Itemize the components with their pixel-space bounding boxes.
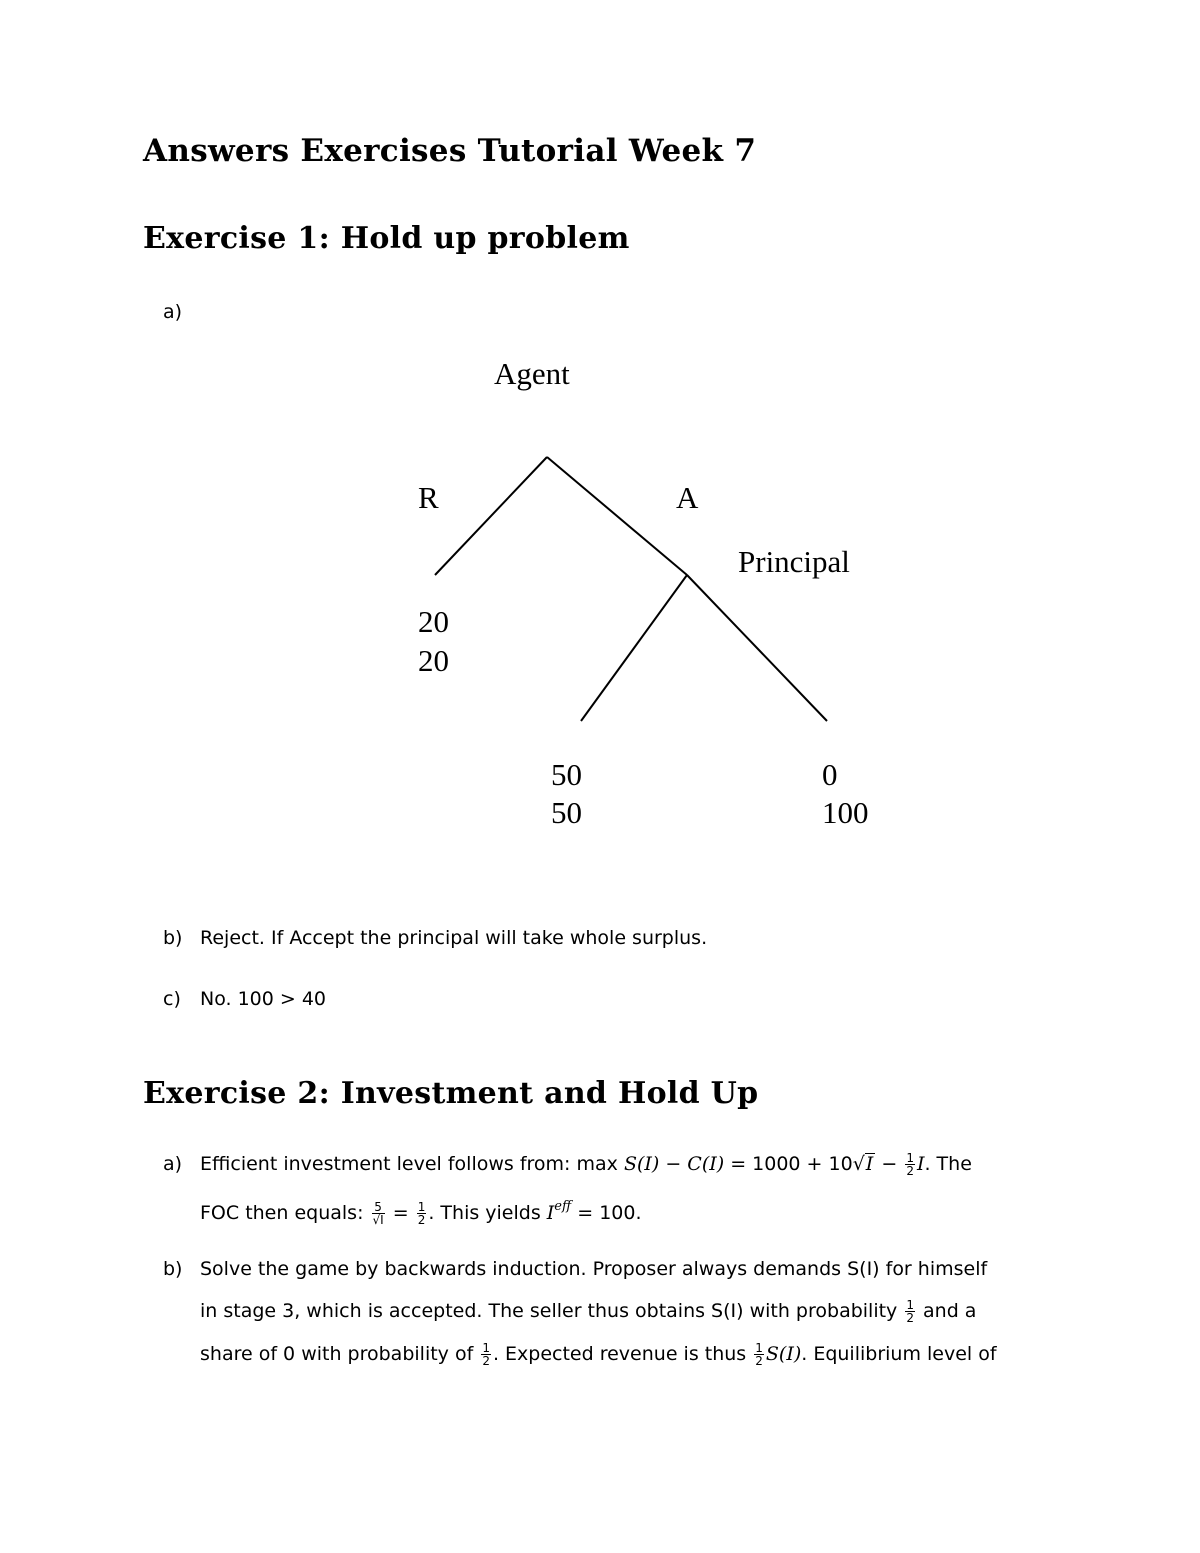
rev-denominator: 2 [755, 1354, 763, 1368]
branch-principal-left-line [581, 575, 687, 721]
exercise-2-part-b-label: b) [163, 1258, 183, 1280]
exercise-2-part-a-line-1 [200, 1152, 1060, 1177]
prob2-denominator: 2 [482, 1354, 490, 1368]
payoff-right-principal: 100 [822, 795, 869, 830]
part-a-investment-var: I [916, 1153, 925, 1175]
exercise-2-part-b-line-2 [200, 1299, 976, 1324]
foc-denominator: √I [372, 1213, 384, 1227]
part-b-line2-end: and a [916, 1300, 977, 1322]
i-eff-base: I [546, 1202, 555, 1224]
exercise-2-part-a-label: a) [163, 1153, 183, 1175]
foc-numerator: 5 [372, 1201, 385, 1214]
part-a-formula: S(I) − C(I) [623, 1153, 725, 1175]
branch-reject-line [435, 457, 547, 575]
payoff-middle-principal: 50 [551, 795, 582, 830]
sqrt-radicand: I [865, 1153, 874, 1175]
exercise-2-part-b-line-1: Solve the game by backwards induction. Proposer always demands S(I) for himself [200, 1258, 988, 1280]
exercise-2-part-b-line-3 [200, 1342, 997, 1367]
part-a-equals: = 1000 + 10 [724, 1153, 853, 1175]
part-a-foc-text: FOC then equals: [200, 1202, 370, 1224]
fraction-numerator: 1 [906, 1151, 914, 1165]
part-a-result: = 100. [571, 1202, 642, 1224]
foc-equals: = [386, 1202, 415, 1224]
part-b-line3-text: share of 0 with probability of [200, 1343, 480, 1365]
fraction-one-half [905, 1152, 915, 1177]
exercise-1-part-c-text: No. 100 > 40 [200, 988, 327, 1010]
payoff-right-agent: 0 [822, 757, 838, 792]
foc-rhs-numerator: 1 [417, 1200, 426, 1214]
part-a-line1-text: Efficient investment level follows from: max [200, 1153, 624, 1175]
payoff-reject-principal: 20 [418, 643, 449, 678]
foc-fraction [372, 1201, 385, 1226]
payoff-reject-agent: 20 [418, 604, 449, 639]
exercise-1-part-b-text: Reject. If Accept the principal will take whole surplus. [200, 927, 708, 949]
prob2-numerator: 1 [482, 1341, 490, 1355]
part-b-line3-end: . Equilibrium level of [801, 1343, 997, 1365]
document-title: Answers Exercises Tutorial Week 7 [143, 133, 757, 169]
expected-revenue-fraction [754, 1342, 764, 1367]
payoff-middle-agent: 50 [551, 757, 582, 792]
exercise-1-part-b-label: b) [163, 927, 183, 949]
i-eff-superscript: eff [554, 1199, 572, 1214]
rev-numerator: 1 [755, 1341, 763, 1355]
surplus-function: S(I) [765, 1343, 802, 1365]
part-a-minus: − [875, 1153, 904, 1175]
branch-principal-right-line [687, 575, 827, 721]
agent-node-label: Agent [494, 356, 570, 391]
exercise-2-part-a-line-2 [200, 1196, 642, 1226]
probability-half-fraction-2 [481, 1342, 491, 1367]
sqrt-symbol: √ [852, 1153, 865, 1175]
exercise-1-part-a-label: a) [163, 301, 183, 323]
part-b-line3-mid: . Expected revenue is thus [492, 1343, 753, 1365]
prob-denominator: 2 [906, 1311, 914, 1325]
part-a-yields-text: . This yields [428, 1202, 547, 1224]
exercise-1-heading: Exercise 1: Hold up problem [143, 221, 630, 256]
part-b-line2-text: in stage 3, which is accepted. The seller thus obtains S(I) with probability [200, 1300, 904, 1322]
accept-branch-label: A [676, 480, 699, 515]
reject-branch-label: R [418, 480, 439, 515]
branch-accept-line [547, 457, 687, 575]
prob-numerator: 1 [906, 1298, 914, 1312]
part-a-line1-end: . The [924, 1153, 972, 1175]
foc-rhs-denominator: 2 [417, 1213, 426, 1227]
foc-rhs-fraction [417, 1201, 427, 1226]
exercise-1-part-c-label: c) [163, 988, 181, 1010]
probability-half-fraction [905, 1299, 915, 1324]
exercise-2-heading: Exercise 2: Investment and Hold Up [143, 1076, 759, 1111]
fraction-denominator: 2 [906, 1164, 914, 1178]
principal-node-label: Principal [738, 544, 850, 579]
